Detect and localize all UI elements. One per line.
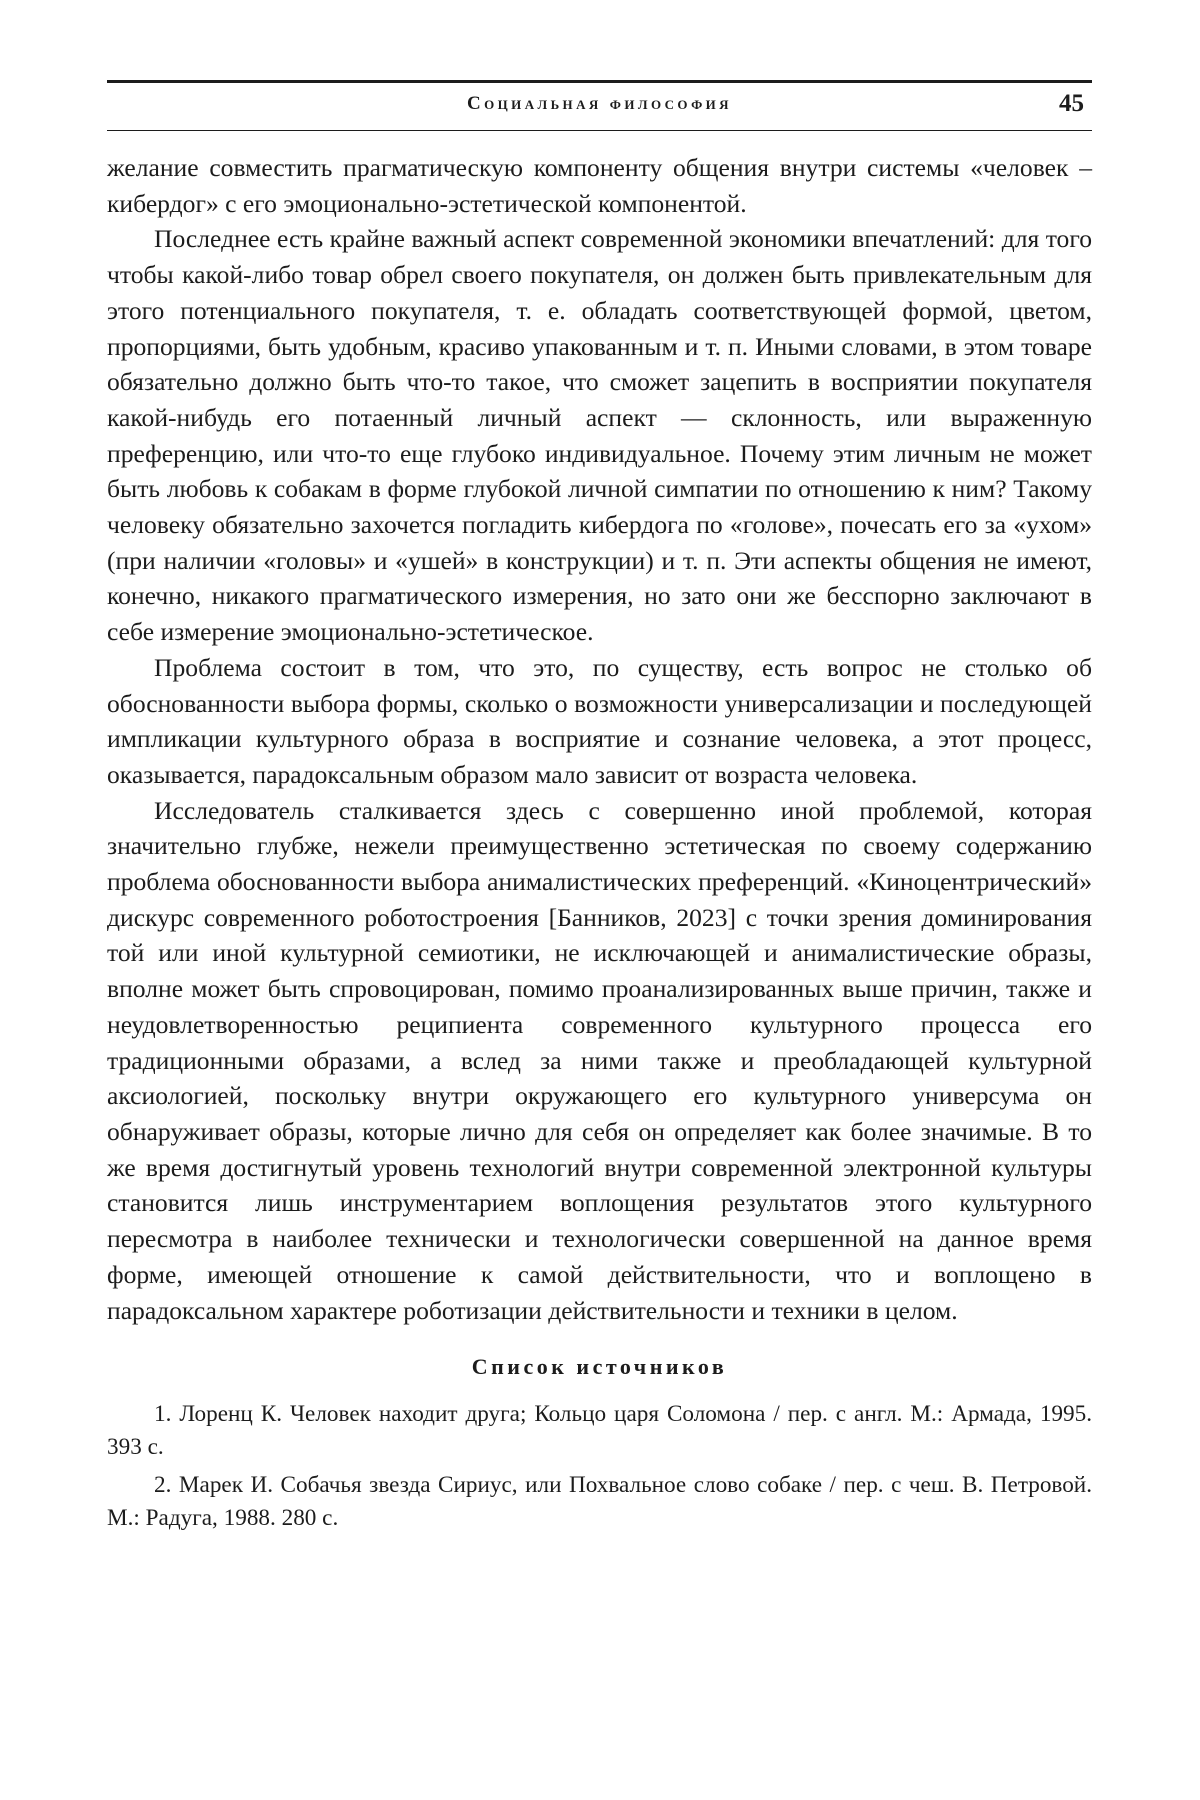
page-number: 45 (1059, 90, 1084, 117)
reference-text: Марек И. Собачья звезда Сириус, или Похвальное слово собаке / пер. с чеш. В. Петровой. М.: Радуга, 1988. 280 с. (107, 1472, 1093, 1531)
references-heading: Список источников (471, 1354, 728, 1380)
paragraph: Последнее есть крайне важный аспект современной экономики впечатлений: для того чтобы какой-либо товар обрел своего покупателя, он должен быть привлекательным для этого потенциального покупателя, т. е. обладать соответствующей формой, цветом, пропорциями, быть удобным, красиво упакованным и т. п. Иными словами, в этом товаре обязательно должно быть что-то такое, что сможет зацепить в восприятии покупателя какой-нибудь его потаенный личный аспект — склонность, или выраженную преференцию, или что-то еще глубоко индивидуальное. Почему этим личным не может быть любовь к собакам в форме глубокой личной симпатии по отношению к ним? Такому человеку обязательно захочется погладить кибердога по «голове», почесать его за «ухом» (при наличии «головы» и «ушей» в конструкции) и т. п. Эти аспекты общения не имеют, конечно, никакого прагматического измерения, но зато они же бесспорно заключают в себе измерение эмоционально-эстетическое. (107, 224, 1092, 647)
body-text (107, 150, 1092, 1328)
reference-text: Лоренц К. Человек находит друга; Кольцо царя Соломона / пер. с англ. М.: Армада, 1995. 393 с. (107, 1401, 1093, 1460)
reference-number: 1. (154, 1401, 172, 1428)
paragraph: Проблема состоит в том, что это, по существу, есть вопрос не столько об обоснованности выбора формы, сколько о возможности универсализации и последующей импликации культурного образа в восприятие и сознание человека, а этот процесс, оказывается, парадоксальным образом мало зависит от возраста человека. (107, 652, 1092, 789)
reference-item (107, 1469, 1092, 1534)
book-page (107, 80, 1092, 1540)
references-list (107, 1398, 1092, 1534)
running-title: Социальная философия (467, 93, 732, 114)
paragraph: Исследователь сталкивается здесь с совершенно иной проблемой, которая значительно глубже, нежели преимущественно эстетическая по своему содержанию проблема обоснованности выбора анималистических преференций. «Киноцентрический» дискурс современного роботостроения [Банников, 2023] с точки зрения доминирования той или иной культурной семиотики, не исключающей и анималистические образы, вполне может быть спровоцирован, помимо проанализированных выше причин, также и неудовлетворенностью реципиента современного культурного процесса его традиционными образами, а вслед за ними также и преобладающей культурной аксиологией, поскольку внутри окружающего его культурного универсума он обнаруживает образы, которые лично для себя он определяет как более значимые. В то же время достигнутый уровень технологий внутри современной электронной культуры становится лишь инструментарием воплощения результатов этого культурного пересмотра в наиболее технически и технологически совершенной на данное время форме, имеющей отношение к самой действительности, что и воплощено в парадоксальном характере роботизации действительности и техники в целом. (107, 795, 1092, 1325)
paragraph-continued: желание совместить прагматическую компоненту общения внутри системы «человек – кибердог» с его эмоционально-эстетической компонентой. (107, 153, 1092, 218)
reference-item (107, 1398, 1092, 1463)
running-head (107, 80, 1092, 131)
reference-number: 2. (154, 1472, 172, 1499)
